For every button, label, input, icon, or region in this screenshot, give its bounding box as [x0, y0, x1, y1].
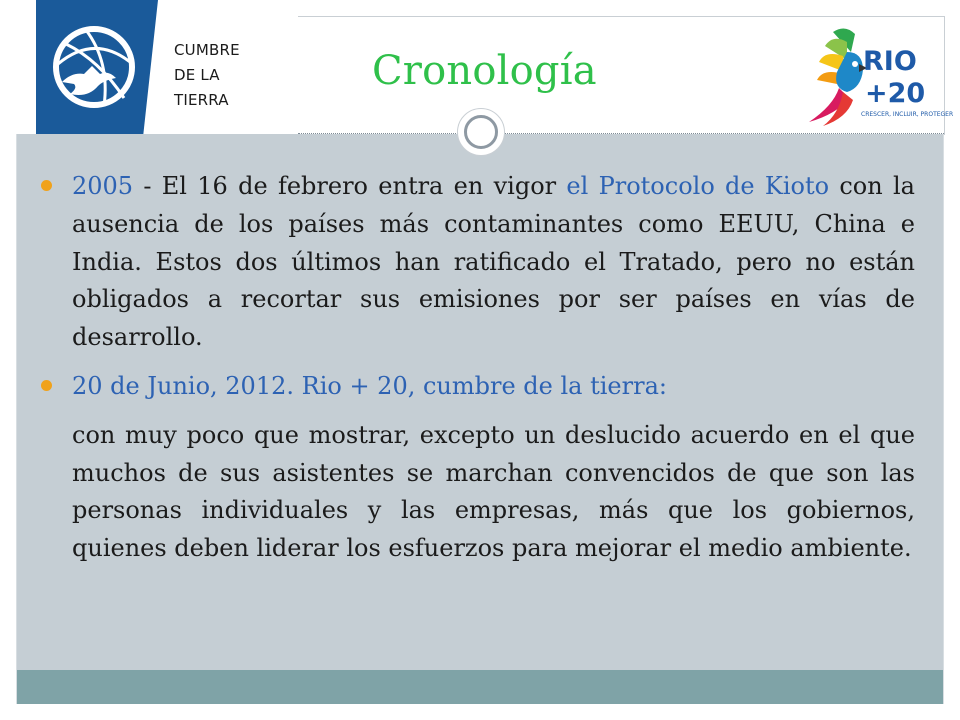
footer-bar: [16, 670, 944, 704]
rio20-logo-20-text: +20: [865, 78, 926, 109]
rio20-parrot-logo-icon: [803, 22, 954, 132]
rio20-logo-tagline: CRESCER, INCLUIR, PROTEGER: [861, 111, 954, 118]
rio20-logo: [803, 22, 954, 132]
cumbre-logo: [36, 0, 158, 134]
body-paragraph: con muy poco que mostrar, excepto un deslucido acuerdo en el que muchos de sus asistentes se marchan convencidos de que son las personas individuales y las empresas, más que los gobiernos, quienes deben liderar los esfuerzos para mejorar el medio ambiente.: [72, 420, 915, 563]
globe-dove-icon: [44, 12, 144, 122]
item-text-lead: - El 16 de febrero entra en vigor: [133, 172, 567, 200]
cumbre-logo-text: [174, 38, 284, 113]
logo-text-line: CUMBRE: [174, 41, 240, 59]
list-item: [40, 168, 915, 357]
item-heading: 20 de Junio, 2012. Rio + 20, cumbre de la tierra:: [72, 371, 667, 400]
bullet-dot-icon: [41, 180, 52, 191]
kioto-protocol-link[interactable]: el Protocolo de Kioto: [566, 172, 830, 200]
item-text-rest: con la ausencia de los países más contaminantes como EEUU, China e India. Estos dos últimos han ratificado el Tratado, pero no están obligados a recortar sus emisiones por ser países en vías de desarrollo.: [72, 172, 915, 352]
circle-ornament-ring: [464, 115, 498, 149]
circle-ornament: [457, 108, 505, 156]
logo-text-line: DE LA: [174, 66, 220, 84]
item-year: 2005: [72, 172, 134, 200]
bullet-list: [40, 168, 915, 568]
list-item: [40, 368, 915, 406]
logo-text-line: TIERRA: [174, 91, 229, 109]
header-divider: [298, 133, 944, 134]
bullet-dot-icon: [41, 380, 52, 391]
panel-left-border: [16, 134, 17, 704]
page-title: Cronología: [372, 48, 597, 94]
rio20-logo-rio-text: RIO: [863, 46, 917, 77]
panel-right-border: [943, 134, 944, 704]
